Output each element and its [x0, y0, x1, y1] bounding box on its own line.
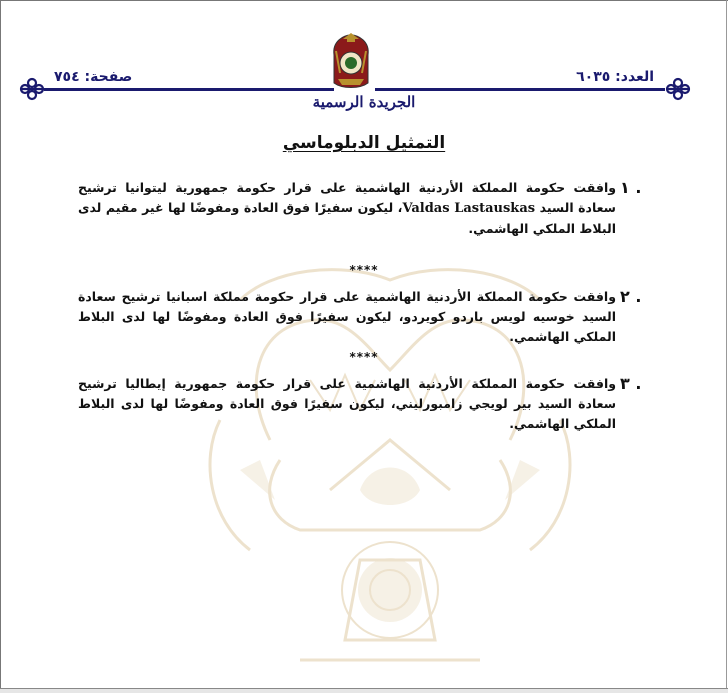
gazette-name: الجريدة الرسمية [312, 93, 416, 111]
issue-number: العدد: ٦٠٣٥ [576, 69, 654, 85]
page-border-top [0, 0, 728, 1]
item-number: ٣ . [620, 374, 642, 393]
header-rule-right [375, 88, 665, 91]
ambassador-name-latin: Valdas Lastauskas [402, 201, 536, 216]
page-border-left [0, 0, 1, 692]
item-text: وافقت حكومة المملكة الأردنية الهاشمية على قرار حكومة جمهورية ليتوانيا ترشيح سعادة السيد [78, 180, 616, 215]
jordan-coat-of-arms-icon [330, 33, 372, 91]
page-number: صفحة: ٧٥٤ [54, 69, 133, 85]
separator: **** [349, 350, 379, 364]
separator: **** [349, 263, 379, 277]
list-item: وافقت حكومة المملكة الأردنية الهاشمية على قرار حكومة مملكة اسبانيا ترشيح سعادة السيد خوسيه لويس باردو كويردو، ليكون سفيرًا فوق العادة ومفوضًا لها لدى البلاط الملكي الهاشمي. [78, 289, 616, 344]
page-border-right [726, 0, 727, 692]
list-item [78, 178, 616, 239]
list-item: وافقت حكومة المملكة الأردنية الهاشمية على قرار حكومة جمهورية إيطاليا ترشيح سعادة السيد بير لويجي زامبورليني، ليكون سفيرًا فوق العادة ومفوضًا لها لدى البلاط الملكي الهاشمي. [78, 376, 616, 431]
item-text: ، ليكون سفيرًا فوق العادة ومفوضًا لها غير مقيم لدى البلاط الملكي الهاشمي. [78, 200, 616, 236]
item-number: ١ . [620, 178, 642, 197]
scrollbar-edge[interactable] [0, 688, 728, 693]
item-number: ٢ . [620, 287, 642, 306]
knot-ornament-icon [18, 76, 46, 102]
knot-ornament-icon [664, 76, 692, 102]
header-rule-left [44, 88, 334, 91]
page-title: التمثيل الدبلوماسي [282, 133, 446, 153]
